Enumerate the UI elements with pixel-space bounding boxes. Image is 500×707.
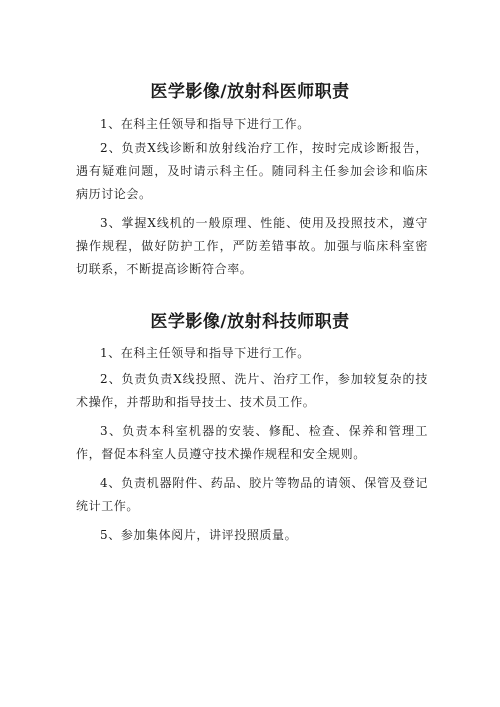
technician-duty-3: 3、负责本科室机器的安装、修配、检查、保养和管理工作，督促本科室人员遵守技术操作规程和安全规则。 xyxy=(76,424,428,461)
section-title-physician: 医学影像/放射科医师职责 xyxy=(150,82,350,102)
physician-duty-2: 2、负责X线诊断和放射线治疗工作，按时完成诊断报告，遇有疑难问题，及时请示科主任。随同科主任参加会诊和临床病历讨论会。 xyxy=(76,141,428,201)
technician-duty-4: 4、负责机器附件、药品、胶片等物品的请领、保管及登记统计工作。 xyxy=(76,476,428,513)
technician-duty-2: 2、负责负责X线投照、洗片、治疗工作，参加较复杂的技术操作，并帮助和指导技士、技术员工作。 xyxy=(76,372,428,409)
physician-duty-3: 3、掌握X线机的一般原理、性能、使用及投照技术，遵守操作规程，做好防护工作，严防差错事故。加强与临床科室密切联系，不断提高诊断符合率。 xyxy=(76,216,428,276)
section-title-technician: 医学影像/放射科技师职责 xyxy=(150,312,350,332)
physician-duty-1: 1、在科主任领导和指导下进行工作。 xyxy=(100,117,310,131)
technician-duty-5: 5、参加集体阅片，讲评投照质量。 xyxy=(100,528,298,542)
technician-duty-1: 1、在科主任领导和指导下进行工作。 xyxy=(100,346,310,360)
